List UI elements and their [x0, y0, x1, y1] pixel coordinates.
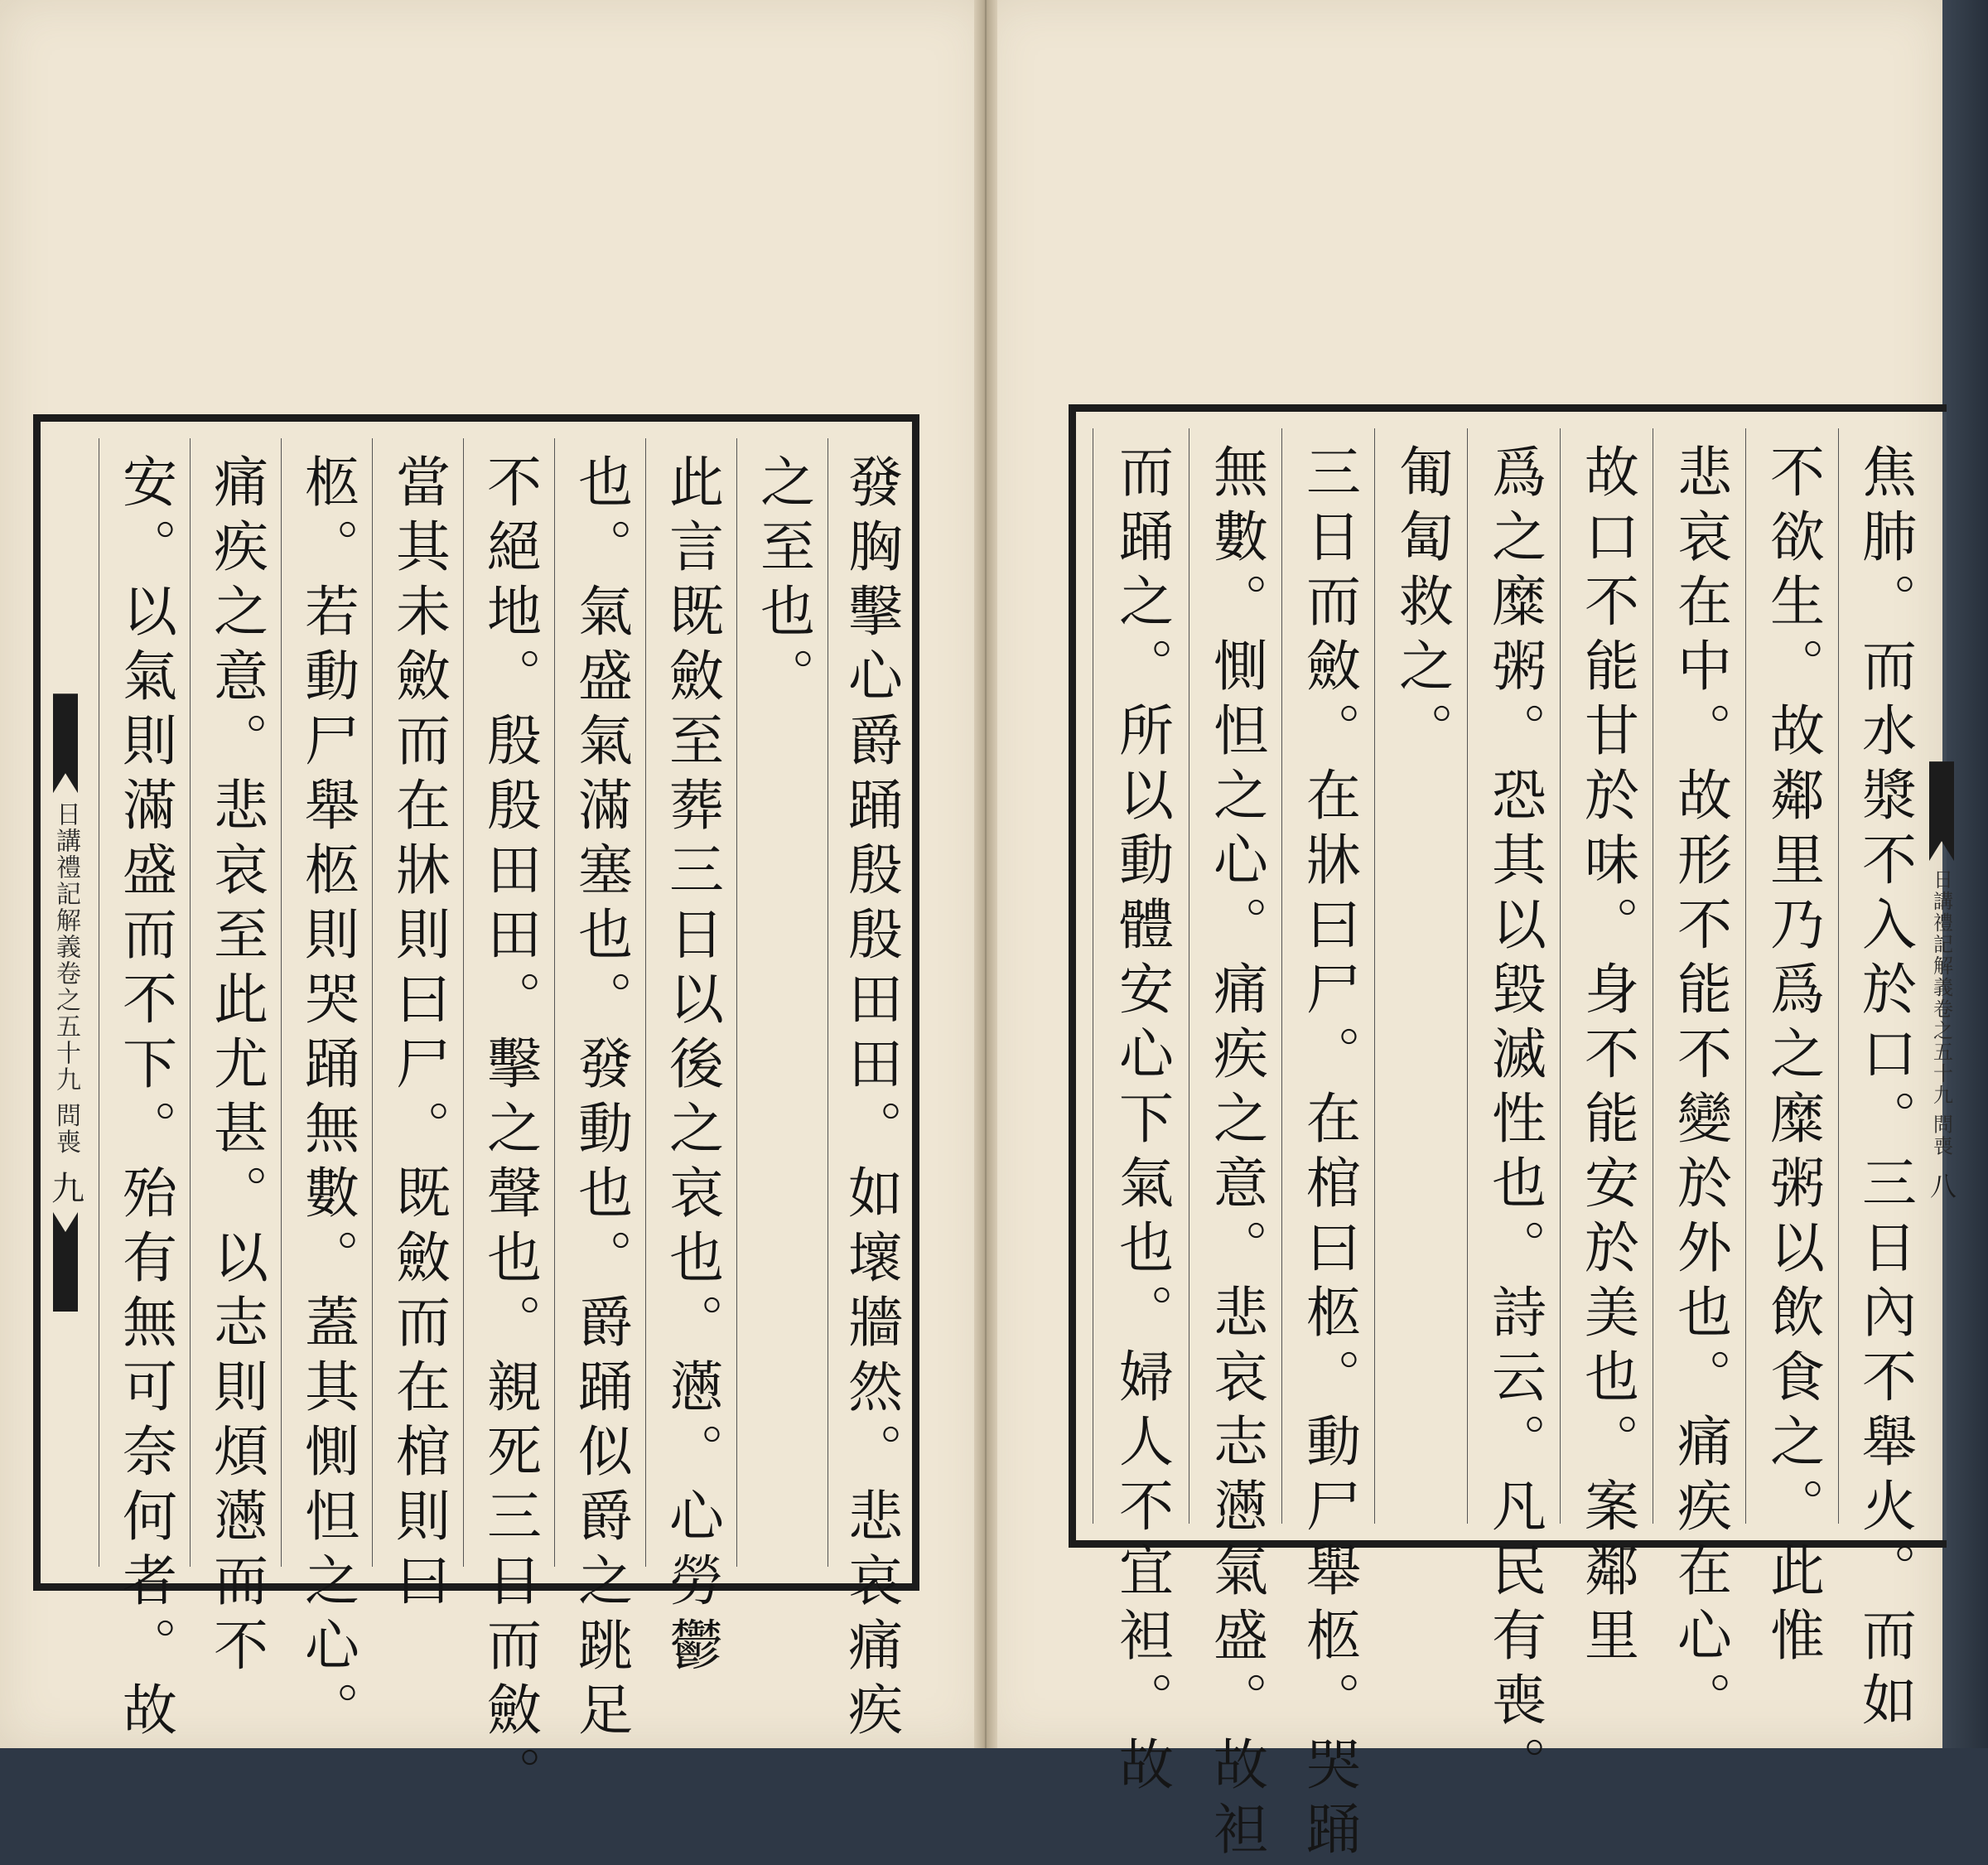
left-banxin-title: 日講禮記解義卷之五十九 問喪: [51, 801, 80, 1156]
book-gutter: [974, 0, 997, 1748]
fish-tail-mark: [1929, 761, 1954, 861]
text-column: [554, 438, 645, 1746]
column-text: 之至也。: [750, 453, 815, 712]
column-text: 發胸擊心爵踊殷殷田田。如壞牆然。悲哀痛疾: [838, 453, 903, 1746]
column-text: 當其未斂而在牀則曰尸。既斂而在棺則曰: [386, 453, 451, 1616]
left-page-number: 九: [46, 1170, 84, 1204]
column-text: 不欲生。故鄰里乃爲之糜粥以飲食之。此惟: [1760, 443, 1825, 1671]
text-column: [1467, 428, 1560, 1800]
left-banxin: [41, 438, 90, 1567]
text-column: [1093, 428, 1189, 1800]
column-text: 爲之糜粥。恐其以毀滅性也。詩云。凡民有喪。: [1482, 443, 1546, 1800]
column-text: 匍匐救之。: [1389, 443, 1454, 766]
right-page-number: 八: [1926, 1172, 1957, 1199]
column-text: 三日而斂。在牀曰尸。在棺曰柩。動尸舉柩。哭踊: [1296, 443, 1361, 1865]
column-text: 焦肺。而水漿不入於口。三日內不舉火。而如: [1852, 443, 1917, 1736]
column-text: 而踊之。所以動體安心下氣也。婦人不宜袒。故: [1109, 443, 1174, 1800]
text-column: [1374, 428, 1467, 1524]
right-text-frame: [1069, 404, 1957, 1865]
column-text: 此言既斂至葬三日以後之哀也。懣。心勞鬱: [659, 453, 724, 1681]
fish-tail-mark: [53, 1212, 78, 1312]
right-banxin: [1926, 428, 1957, 1524]
text-column: [828, 438, 912, 1746]
text-column: [372, 438, 463, 1616]
fish-tail-mark: [53, 693, 78, 793]
column-text: 痛疾之意。悲哀至此尤甚。以志則煩懣而不: [204, 453, 268, 1681]
column-text: 無數。惻怛之心。痛疾之意。悲哀志懣氣盛。故袒: [1204, 443, 1268, 1865]
left-text-frame: [33, 414, 919, 1810]
column-text: 也。氣盛氣滿塞也。發動也。爵踊似爵之跳足: [568, 453, 633, 1746]
text-column: [736, 438, 828, 1567]
text-column: [1281, 428, 1374, 1865]
text-column: [1189, 428, 1281, 1865]
column-text: 不絕地。殷殷田田。擊之聲也。親死三日而斂。: [477, 453, 542, 1810]
right-banxin-title: 日講禮記解義卷之五十九 問喪: [1929, 869, 1953, 1157]
text-column: [1560, 428, 1653, 1671]
text-column: [1653, 428, 1745, 1736]
column-text: 悲哀在中。故形不能不變於外也。痛疾在心。: [1667, 443, 1732, 1736]
text-column: [645, 438, 736, 1681]
text-column: [1745, 428, 1838, 1671]
text-column: [190, 438, 281, 1681]
column-text: 安。以氣則滿盛而不下。殆有無可奈何者。故: [113, 453, 177, 1746]
column-text: 故口不能甘於味。身不能安於美也。案鄰里: [1575, 443, 1639, 1671]
text-column: [1838, 428, 1929, 1736]
column-text: 柩。若動尸舉柩則哭踊無數。蓋其惻怛之心。: [295, 453, 359, 1746]
text-column: [463, 438, 554, 1810]
text-column: [281, 438, 372, 1746]
text-column: [99, 438, 190, 1746]
